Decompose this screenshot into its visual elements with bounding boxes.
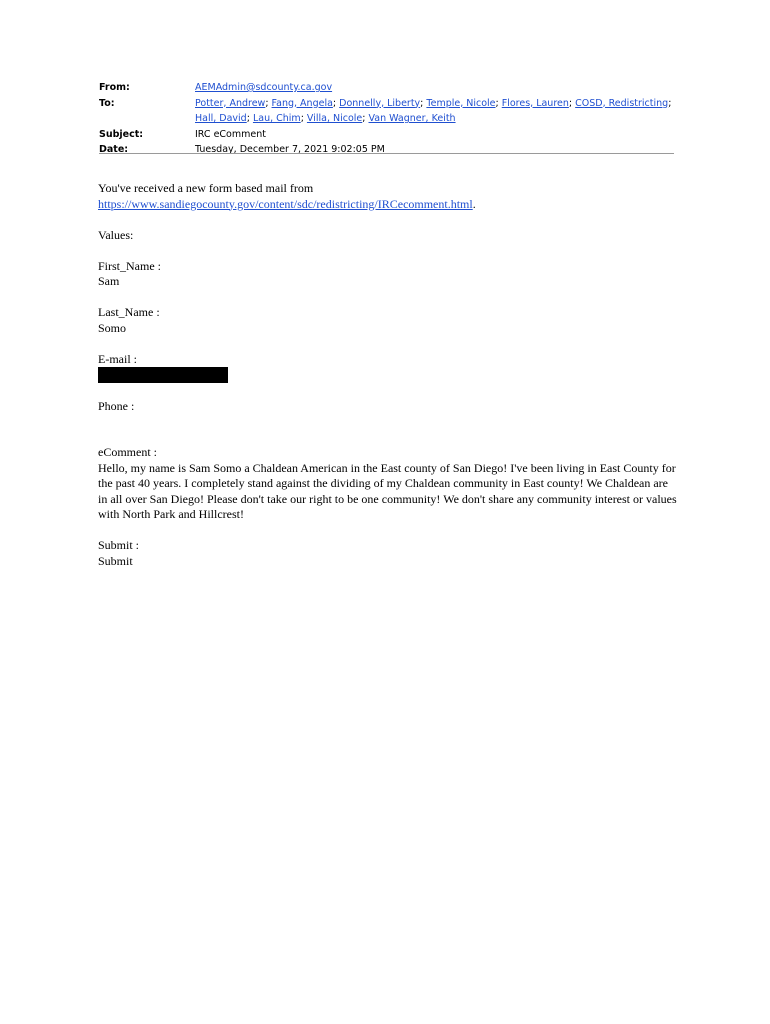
recipient-link[interactable]: Van Wagner, Keith xyxy=(368,113,456,124)
from-label: From: xyxy=(99,82,130,93)
subject-label: Subject: xyxy=(99,128,144,140)
last-name-value: Somo xyxy=(98,320,127,335)
source-url-link[interactable]: https://www.sandiegocounty.gov/content/sdc/redistricting/IRCecomment.html xyxy=(98,196,473,211)
header-divider xyxy=(99,153,674,154)
recipient-link[interactable]: Donnelly, Liberty xyxy=(339,97,421,109)
recipient-link[interactable]: Hall, David xyxy=(195,113,247,124)
from-row xyxy=(99,80,674,96)
date-label: Date: xyxy=(99,144,129,155)
date-row xyxy=(99,142,674,158)
recipient-link[interactable]: Flores, Lauren xyxy=(501,97,569,109)
to-row xyxy=(99,96,674,127)
phone-label: Phone : xyxy=(98,398,135,413)
submit-label: Submit : xyxy=(98,538,140,553)
from-email-link[interactable]: AEMAdmin@sdcounty.ca.gov xyxy=(195,82,333,93)
subject-value: IRC eComment xyxy=(195,128,266,140)
submit-value: Submit xyxy=(98,553,133,568)
email-label: E-mail : xyxy=(98,351,137,366)
email-header xyxy=(99,80,674,158)
recipient-link[interactable]: COSD, Redistricting xyxy=(575,97,669,109)
last-name-label: Last_Name : xyxy=(98,305,160,319)
date-value: Tuesday, December 7, 2021 9:02:05 PM xyxy=(195,144,385,155)
redacted-email-block xyxy=(98,367,228,383)
recipient-link[interactable]: Potter, Andrew xyxy=(195,97,266,109)
email-body: You've received a new form based mail from https://www.sandiegocounty.gov/content/sdc/redistricting/IRCecomment.html. Values: First_Name : Sam Last_Name : Somo E-mail : Phone : eComment : Hello, my name is Sam Somo a Chaldean American in the East county of San Diego! I've been living in East County for the past 40 years. I completely stand against the dividing of my Chaldean community in East county! We Chaldean are in all over San Diego! Please don't take our right to be one community! We don't share any community interest or values with North Park and Hillcrest! Submit : Submit xyxy=(98,181,677,568)
to-label: To: xyxy=(99,97,115,109)
values-label: Values: xyxy=(98,227,134,242)
recipient-link[interactable]: Fang, Angela xyxy=(271,97,333,109)
recipient-link[interactable]: Villa, Nicole xyxy=(306,113,363,124)
ecomment-label: eComment : xyxy=(98,445,157,460)
recipient-link[interactable]: Temple, Nicole xyxy=(426,97,496,109)
ecomment-text: Hello, my name is Sam Somo a Chaldean American in the East county of San Diego! I've been living in East County for the past 40 years. I completely stand against the dividing of my Chaldean community in East county! We Chaldean are in all over San Diego! Please don't take our right to be one community! We don't share any community interest or values with North Park and Hillcrest! xyxy=(98,460,677,522)
first-name-value: Sam xyxy=(98,274,120,288)
intro-text: You've received a new form based mail from xyxy=(98,181,314,195)
first-name-label: First_Name : xyxy=(98,258,161,273)
to-recipients: Potter, Andrew; Fang, Angela; Donnelly, Liberty; Temple, Nicole; Flores, Lauren; COSD, Redistricting; Hall, David; Lau, Chim; Villa, Nicole; Van Wagner, Keith xyxy=(195,97,672,124)
recipient-link[interactable]: Lau, Chim xyxy=(252,113,301,124)
subject-row xyxy=(99,127,674,143)
